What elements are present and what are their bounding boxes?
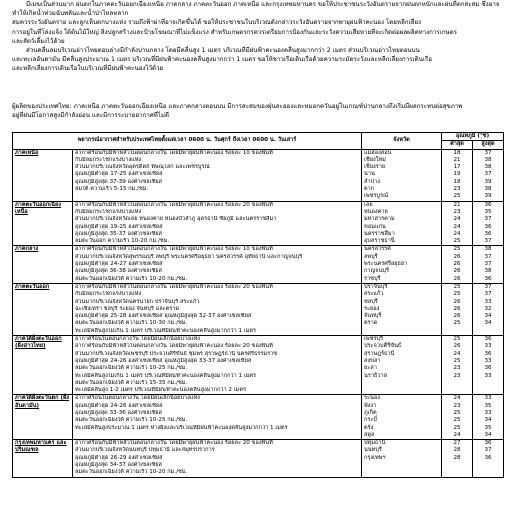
description-line: อุณหภูมิสูงสุด 34-37 องศาเซลเซียส bbox=[75, 462, 162, 469]
province-name: หนองคาย bbox=[364, 208, 388, 215]
max-temp: 36 bbox=[484, 454, 492, 461]
region-row bbox=[13, 336, 504, 395]
description-line: ลมตะวันออกเฉียงใต้ ความเร็ว 10-20 กม./ชม. bbox=[75, 469, 188, 476]
region-row bbox=[13, 283, 504, 335]
province-name: นครสวรรค์ bbox=[364, 246, 391, 253]
province-name: ตรัง bbox=[364, 424, 374, 431]
province-name: แม่ฮ่องสอน bbox=[364, 149, 392, 156]
intro-line: สมควรระวังอันตราย และลูกเห็บตกบางแห่ง รวมถึงฟ้าผ่าที่อาจเกิดขึ้นได้ ขอให้ประชาชนในบริเวณดังกล่าวระวังอันตรายจากพายุฝนฟ้าคะนอง โดยหลีกเลี่ยง bbox=[12, 19, 422, 27]
max-temp: 39 bbox=[484, 178, 492, 185]
max-temp: 37 bbox=[484, 216, 492, 223]
min-temp: 24 bbox=[453, 431, 461, 438]
description-line: ลมตะวันออก ความเร็ว 10-20 กม./ชม. bbox=[75, 238, 170, 245]
prov-column bbox=[362, 440, 442, 477]
min-temp: 26 bbox=[453, 268, 461, 275]
min-temp: 25 bbox=[453, 246, 461, 253]
max-temp: 39 bbox=[484, 193, 492, 200]
province-name: ลำปาง bbox=[364, 178, 380, 185]
intro-line: และหลีกเลี่ยงการเดินเรือในบริเวณที่มีฝนฟ้าคะนองไว้ด้วย bbox=[12, 65, 164, 73]
description-line: กับมีลมกระโชกแรงบางแห่ง bbox=[75, 291, 142, 298]
description-line: อุณหภูมิต่ำสุด 19-25 องศาเซลเซียส bbox=[75, 223, 163, 230]
description-line: ลมตะวันออกเฉียงใต้ ความเร็ว 10-25 กม./ชม. bbox=[75, 417, 188, 424]
summary-line: ผู้ผลิตของประเทศไทย: ภาคเหนือ ภาคตะวันออกเฉียงเหนือ และภาคกลางตอนบน มีการสะสมของฝุ่นละอองและหมอกควันอยู่ในเกณฑ์ปานกลางถึงเริ่มมีผลกระทบต่อสุขภาพ bbox=[12, 103, 463, 110]
description-line: อุณหภูมิสูงสุด 37-39 องศาเซลเซียส bbox=[75, 178, 162, 185]
region-description bbox=[73, 201, 362, 246]
description-line: อากาศร้อนกับมีฟ้าหลัวในตอนกลางวัน โดยมีพายุฝนฟ้าคะนอง ร้อยละ 20 ของพื้นที่ bbox=[75, 343, 273, 350]
prov-column bbox=[362, 395, 442, 440]
min-temp: 26 bbox=[453, 298, 461, 305]
max-temp: 37 bbox=[484, 261, 492, 268]
description-line: ลมตะวันออกเฉียงใต้ ความเร็ว 10-20 กม./ชม. bbox=[75, 275, 188, 282]
min-temp: 19 bbox=[453, 171, 461, 178]
tmin-column bbox=[442, 246, 473, 283]
min-temp-header: ต่ำสุด bbox=[442, 141, 473, 149]
province-name: ยะลา bbox=[364, 365, 377, 372]
description-line: อุณหภูมิสูงสุด 35-37 องศาเซลเซียส bbox=[75, 230, 162, 237]
province-name: นนทบุรี bbox=[364, 447, 382, 454]
max-temp: 37 bbox=[484, 291, 492, 298]
min-temp: 28 bbox=[453, 447, 461, 454]
description-line: อุณหภูมิต่ำสุด 24-26 องศาเซลเซียส อุณหภูมิสูงสุด 33-37 องศาเซลเซียส bbox=[75, 357, 252, 364]
prov-column bbox=[362, 336, 442, 395]
description-line: ฉะเชิงเทรา ชลบุรี ระยอง จันทบุรี และตราด bbox=[75, 305, 180, 312]
max-temp: 38 bbox=[484, 156, 492, 163]
province-name: เพชรบูรณ์ bbox=[364, 193, 389, 200]
min-temp: 23 bbox=[453, 208, 461, 215]
min-temp: 28 bbox=[453, 454, 461, 461]
min-temp: 25 bbox=[453, 357, 461, 364]
intro-line: การอยู่ในที่โล่งแจ้ง ใต้ต้นไม้ใหญ่ สิ่งปลูกสร้างและป้ายโฆษณาที่ไม่แข็งแรง สำหรับเกษตรกรควรเตรียมการป้องกันและระวังความเสียหายที่จะเกิดต่อผลผลิตทางการเกษตร bbox=[12, 28, 457, 36]
description-line: ส่วนมากบริเวณจังหวัดนนทบุรี ปทุมธานี และสมุทรปราการ bbox=[75, 447, 215, 454]
description-line: อุณหภูมิต่ำสุด 24-27 องศาเซลเซียส bbox=[75, 261, 163, 268]
min-temp: 26 bbox=[453, 305, 461, 312]
description-line: อากาศร้อนกับมีฟ้าหลัวในตอนกลางวัน โดยมีพายุฝนฟ้าคะนอง ร้อยละ 10 ของพื้นที่ bbox=[75, 246, 273, 253]
max-temp: 33 bbox=[484, 298, 492, 305]
forecast-table bbox=[12, 132, 504, 478]
min-temp: 25 bbox=[453, 283, 461, 290]
region-description bbox=[73, 149, 362, 201]
region-name: ภาคตะวันออกเฉียงเหนือ bbox=[13, 201, 73, 246]
max-temp: 33 bbox=[484, 343, 492, 350]
province-name: ภูเก็ต bbox=[364, 409, 377, 416]
description-line: ทะเลมีคลื่นสูงไม่เกิน 1 เมตร บริเวณที่มีฝนฟ้าคะนองคลื่นสูงมากกว่า 1 เมตร bbox=[75, 327, 257, 334]
description-line: ลมใต้ ความเร็ว 5-15 กม./ชม. bbox=[75, 186, 149, 193]
max-temp: 36 bbox=[484, 365, 492, 372]
region-description bbox=[73, 336, 362, 395]
tmin-column bbox=[442, 395, 473, 440]
min-temp: 25 bbox=[453, 193, 461, 200]
max-temp: 34 bbox=[484, 313, 492, 320]
min-temp: 21 bbox=[453, 201, 461, 208]
min-temp: 25 bbox=[453, 238, 461, 245]
summary-section bbox=[12, 102, 502, 120]
region-name: ภาคตะวันออก bbox=[13, 283, 73, 335]
province-name: ปทุมธานี bbox=[364, 440, 386, 447]
province-name: ประจวบคีรีขันธ์ bbox=[364, 343, 402, 350]
province-name: เลย bbox=[364, 201, 373, 208]
tmin-column bbox=[442, 201, 473, 246]
province-name: เพชรบุรี bbox=[364, 336, 383, 343]
min-temp: 23 bbox=[453, 365, 461, 372]
max-temp: 33 bbox=[484, 395, 492, 402]
min-temp: 18 bbox=[453, 178, 461, 185]
province-name: นราธิวาส bbox=[364, 372, 388, 379]
province-name: กาญจนบุรี bbox=[364, 268, 389, 275]
tmin-column bbox=[442, 336, 473, 395]
region-name: ภาคกลาง bbox=[13, 246, 73, 283]
region-row bbox=[13, 246, 504, 283]
max-temp: 38 bbox=[484, 164, 492, 171]
max-temp: 37 bbox=[484, 283, 492, 290]
region-row bbox=[13, 440, 504, 477]
min-temp: 27 bbox=[453, 440, 461, 447]
max-temp: 34 bbox=[484, 320, 492, 327]
tmax-column bbox=[473, 246, 504, 283]
max-temp: 33 bbox=[484, 372, 492, 379]
max-temp: 33 bbox=[484, 409, 492, 416]
min-temp: 24 bbox=[453, 223, 461, 230]
max-temp: 38 bbox=[484, 246, 492, 253]
max-temp: 35 bbox=[484, 208, 492, 215]
max-temp: 36 bbox=[484, 223, 492, 230]
min-temp: 26 bbox=[453, 313, 461, 320]
temp-header: อุณหภูมิ (°ซ) bbox=[442, 133, 504, 141]
province-name: ขอนแก่น bbox=[364, 223, 386, 230]
province-name: ราชบุรี bbox=[364, 275, 381, 282]
description-line: ส่วนมากบริเวณจังหวัดสุพรรณบุรี ลพบุรี พระนครศรีอยุธยา นครสวรรค์ อุทัยธานี และกาญจนบุรี bbox=[75, 253, 303, 260]
min-temp: 26 bbox=[453, 343, 461, 350]
min-temp: 25 bbox=[453, 336, 461, 343]
tmax-column bbox=[473, 440, 504, 477]
prov-column bbox=[362, 246, 442, 283]
min-temp: 25 bbox=[453, 417, 461, 424]
min-temp: 17 bbox=[453, 164, 461, 171]
tmax-column bbox=[473, 283, 504, 335]
min-temp: 25 bbox=[453, 424, 461, 431]
province-name: นครราชสีมา bbox=[364, 230, 395, 237]
prov-column bbox=[362, 201, 442, 246]
description-line: อุณหภูมิสูงสุด 36-38 องศาเซลเซียส bbox=[75, 268, 162, 275]
province-name: พระนครศรีอยุธยา bbox=[364, 261, 408, 268]
province-name: กระบี่ bbox=[364, 417, 377, 424]
description-line: อากาศร้อนกับมีฟ้าหลัวในตอนกลางวัน โดยมีพายุฝนฟ้าคะนอง ร้อยละ 20 ของพื้นที่ bbox=[75, 440, 273, 447]
intro-paragraphs bbox=[12, 0, 502, 74]
description-line: อุณหภูมิสูงสุด 33-36 องศาเซลเซียส bbox=[75, 409, 162, 416]
max-temp: 36 bbox=[484, 350, 492, 357]
description-line: อากาศร้อนกับมีฟ้าหลัวในตอนกลางวัน โดยมีพายุฝนฟ้าคะนอง ร้อยละ 20 ของพื้นที่ bbox=[75, 283, 273, 290]
intro-line: ส่วนคลื่นลมบริเวณอ่าวไทยตอนล่างมีกำลังปานกลาง โดยมีคลื่นสูง 1 เมตร บริเวณที่มีฝนฟ้าคะนองคลื่นสูงมากกว่า 2 เมตร ส่วนบริเวณอ่าวไทยตอนบน bbox=[26, 47, 420, 55]
province-name: กรุงเทพฯ bbox=[364, 454, 386, 461]
description-line: อุณหภูมิต่ำสุด 24-26 องศาเซลเซียส bbox=[75, 402, 163, 409]
min-temp: 26 bbox=[453, 253, 461, 260]
min-temp: 24 bbox=[453, 230, 461, 237]
prov-column bbox=[362, 149, 442, 201]
region-name: กรุงเทพมหานคร และปริมณฑล bbox=[13, 440, 73, 477]
description-line: อุณหภูมิต่ำสุด 17-25 องศาเซลเซียส bbox=[75, 171, 163, 178]
region-row bbox=[13, 201, 504, 246]
prov-column bbox=[362, 283, 442, 335]
max-temp: 38 bbox=[484, 268, 492, 275]
region-name: ภาคเหนือ bbox=[13, 149, 73, 201]
description-line: ทะเลมีคลื่นสูงไม่เกิน 1 เมตร บริเวณที่มีฝนฟ้าคะนองคลื่นสูงมากกว่า 1 เมตร bbox=[75, 372, 257, 379]
min-temp: 24 bbox=[453, 216, 461, 223]
table-title: พยากรณ์อากาศสำหรับประเทศไทยตั้งแต่เวลา 0600 น. วันศุกร์ ถึงเวลา 0600 น. วันเสาร์ bbox=[13, 133, 362, 150]
description-line: ส่วนมากบริเวณจังหวัดเลย หนองคาย หนองบัวลำภู อุดรธานี ชัยภูมิ และนครราชสีมา bbox=[75, 216, 277, 223]
province-name: ตาก bbox=[364, 186, 375, 193]
max-temp: 34 bbox=[484, 431, 492, 438]
description-line: กับมีลมกระโชกแรงบางแห่ง bbox=[75, 156, 142, 163]
max-temp: 36 bbox=[484, 440, 492, 447]
province-name: สระแก้ว bbox=[364, 291, 384, 298]
region-description bbox=[73, 246, 362, 283]
max-temp: 37 bbox=[484, 238, 492, 245]
description-line: อุณหภูมิต่ำสุด 26-29 องศาเซลเซียส bbox=[75, 454, 163, 461]
region-description bbox=[73, 283, 362, 335]
description-line: ส่วนมากบริเวณจังหวัดอุตรดิตถ์ พิษณุโลก และเพชรบูรณ์ bbox=[75, 164, 210, 171]
max-temp: 37 bbox=[484, 447, 492, 454]
province-name: ชลบุรี bbox=[364, 298, 378, 305]
min-temp: 18 bbox=[453, 149, 461, 156]
max-temp: 36 bbox=[484, 336, 492, 343]
max-temp: 34 bbox=[484, 417, 492, 424]
min-temp: 24 bbox=[453, 395, 461, 402]
min-temp: 25 bbox=[453, 409, 461, 416]
tmax-column bbox=[473, 201, 504, 246]
province-name: ปราจีนบุรี bbox=[364, 283, 388, 290]
province-name: เชียงราย bbox=[364, 164, 386, 171]
max-temp: 32 bbox=[484, 305, 492, 312]
max-temp: 36 bbox=[484, 230, 492, 237]
description-line: อากาศร้อนกับมีฟ้าหลัวในตอนกลางวัน โดยมีพายุฝนฟ้าคะนอง ร้อยละ 20 ของพื้นที่ bbox=[75, 201, 273, 208]
intro-line: มีเมฆเป็นส่วนมาก ฝนตกในภาคตะวันออกเฉียงเหนือ ภาคกลาง ภาคตะวันออก ภาคเหนือ และกรุงเทพมหานคร ขอให้ประชาชนระวังอันตรายจากฝนตกหนักและฝนที่ตกสะสม ซึ่งอาจทำให้เกิดน้ำท่วมฉับพลันและน้ำป่าไหลหลาก bbox=[12, 1, 500, 18]
description-line: ทะเลมีคลื่นสูงประมาณ 1 เมตร ห่างฝั่งและบริเวณที่มีฝนฟ้าคะนองคลื่นสูงมากกว่า 1 เมตร bbox=[75, 424, 288, 431]
tmin-column bbox=[442, 440, 473, 477]
province-name: เชียงใหม่ bbox=[364, 156, 386, 163]
region-row bbox=[13, 149, 504, 201]
province-name: สุราษฎร์ธานี bbox=[364, 350, 395, 357]
max-temp: 37 bbox=[484, 171, 492, 178]
tmax-column bbox=[473, 395, 504, 440]
tmax-column bbox=[473, 149, 504, 201]
description-line: อากาศร้อนในตอนกลางวัน โดยมีฝนเล็กน้อยบางแห่ง bbox=[75, 395, 200, 402]
description-line: ทะเลมีคลื่นสูง 1-2 เมตร บริเวณที่มีฝนฟ้าคะนองคลื่นสูงมากกว่า 2 เมตร bbox=[75, 387, 246, 394]
tmin-column bbox=[442, 283, 473, 335]
max-temp: 35 bbox=[484, 424, 492, 431]
min-temp: 26 bbox=[453, 275, 461, 282]
province-name: พังงา bbox=[364, 402, 377, 409]
region-description bbox=[73, 440, 362, 477]
min-temp: 25 bbox=[453, 320, 461, 327]
max-temp: 33 bbox=[484, 357, 492, 364]
description-line: อากาศร้อนกับมีฟ้าหลัวในตอนกลางวัน โดยมีพายุฝนฟ้าคะนอง ร้อยละ 10 ของพื้นที่ bbox=[75, 149, 273, 156]
intro-line: และสัตว์เลี้ยงไว้ด้วย bbox=[12, 37, 65, 45]
max-temp-header: สูงสุด bbox=[473, 141, 504, 149]
province-name: ระยอง bbox=[364, 305, 380, 312]
description-line: กับมีลมกระโชกแรงบางแห่ง bbox=[75, 208, 142, 215]
description-line: ลมตะวันออกเฉียงใต้ ความเร็ว 10-25 กม./ชม. bbox=[75, 365, 188, 372]
min-temp: 23 bbox=[453, 186, 461, 193]
region-description bbox=[73, 395, 362, 440]
min-temp: 21 bbox=[453, 156, 461, 163]
province-name: น่าน bbox=[364, 171, 375, 178]
province-name: ลพบุรี bbox=[364, 253, 378, 260]
province-header: จังหวัด bbox=[362, 133, 442, 150]
max-temp: 37 bbox=[484, 149, 492, 156]
province-name: ตราด bbox=[364, 320, 378, 327]
min-temp: 25 bbox=[453, 291, 461, 298]
min-temp: 23 bbox=[453, 372, 461, 379]
description-line: ลมตะวันออกเฉียงใต้ ความเร็ว 10-30 กม./ชม. bbox=[75, 320, 188, 327]
min-temp: 23 bbox=[453, 402, 461, 409]
max-temp: 36 bbox=[484, 275, 492, 282]
region-row bbox=[13, 395, 504, 440]
province-name: ระนอง bbox=[364, 395, 380, 402]
min-temp: 26 bbox=[453, 261, 461, 268]
description-line: อากาศร้อนในตอนกลางวัน โดยมีฝนเล็กน้อยบางแห่ง bbox=[75, 336, 200, 343]
description-line: ส่วนมากบริเวณจังหวัดนครนายก ปราจีนบุรี สระแก้ว bbox=[75, 298, 200, 305]
min-temp: 24 bbox=[453, 350, 461, 357]
description-line: ส่วนมากบริเวณจังหวัดเพชรบุรี ประจวบคีรีขันธ์ ชุมพร สุราษฎร์ธานี นครศรีธรรมราช bbox=[75, 350, 278, 357]
province-name: สตูล bbox=[364, 431, 375, 438]
province-name: สงขลา bbox=[364, 357, 381, 364]
tmax-column bbox=[473, 336, 504, 395]
region-name: ภาคใต้ฝั่งตะวันออก (ฝั่งอ่าวไทย) bbox=[13, 336, 73, 395]
tmin-column bbox=[442, 149, 473, 201]
province-name: อุบลราชธานี bbox=[364, 238, 395, 245]
region-name: ภาคใต้ฝั่งตะวันตก (ฝั่งอันดามัน) bbox=[13, 395, 73, 440]
province-name: มหาสารคาม bbox=[364, 216, 395, 223]
max-temp: 38 bbox=[484, 186, 492, 193]
max-temp: 35 bbox=[484, 402, 492, 409]
max-temp: 37 bbox=[484, 253, 492, 260]
intro-line: และทะเลอันดามัน มีคลื่นสูงประมาณ 1 เมตร บริเวณที่มีฝนฟ้าคะนองคลื่นสูงมากกว่า 1 เมตร ขอให้ชาวเรือเดินเรือด้วยความระมัดระวังและหลีกเลี่ยงการเดินเรือ bbox=[12, 56, 432, 64]
description-line: อุณหภูมิต่ำสุด 25-28 องศาเซลเซียส อุณหภูมิสูงสุด 32-37 องศาเซลเซียส bbox=[75, 313, 252, 320]
description-line: ลมตะวันออกเฉียงใต้ ความเร็ว 15-35 กม./ชม. bbox=[75, 379, 188, 386]
province-name: จันทบุรี bbox=[364, 313, 382, 320]
max-temp: 36 bbox=[484, 201, 492, 208]
summary-line: อยู่ที่ฝนมีโอกาสสูงมีกำลังอ่อน และมีการระบายอากาศที่ไม่ดี bbox=[12, 112, 169, 120]
